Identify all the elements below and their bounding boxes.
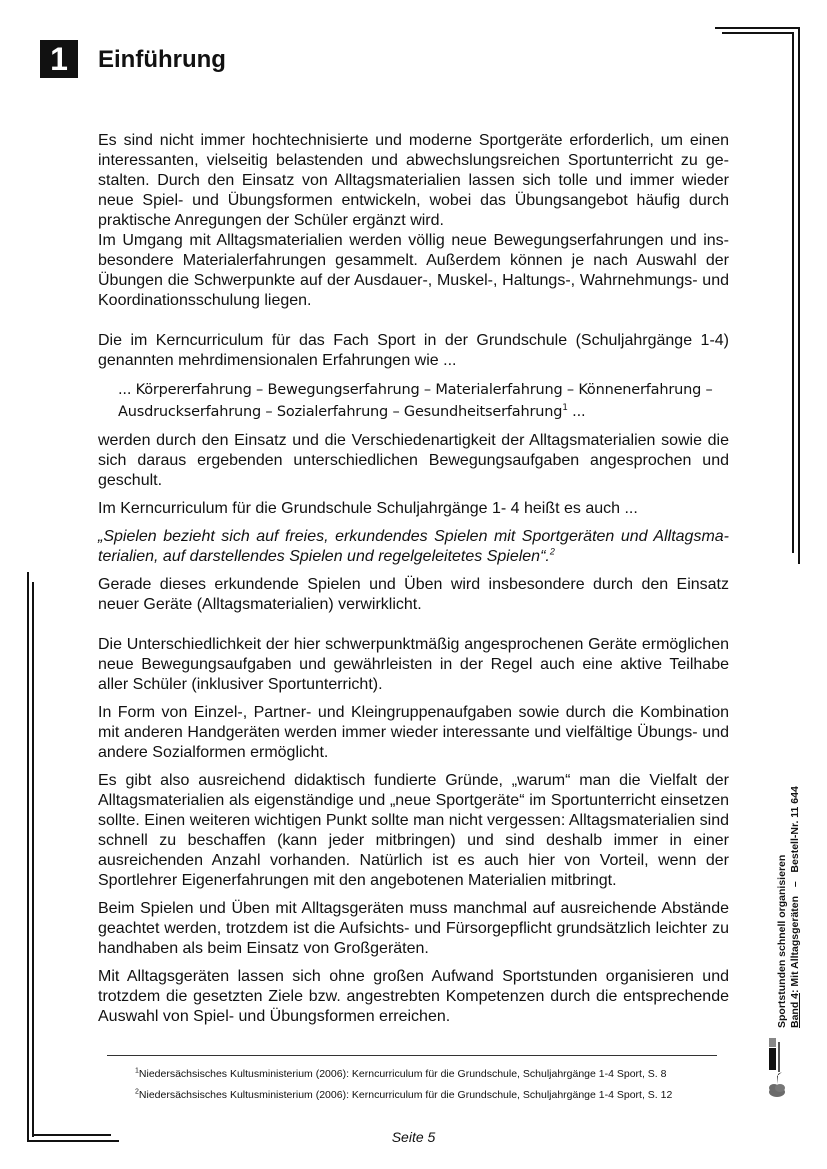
frame-top-right-inner-v [792, 32, 794, 553]
frame-bottom-left-outer-v [27, 572, 29, 1142]
paragraph: Die im Kerncurriculum für das Fach Sport in der Grundschule (Schuljahrgänge 1-4) genannten mehrdimensionalen Erfahrungen wie ... [98, 332, 729, 369]
separator: – [789, 881, 801, 888]
page-number: Seite 5 [391, 1129, 436, 1145]
kohl-wordmark [769, 1048, 776, 1070]
quote-text: ... Körpererfahrung – Bewegungserfahrung – Materialerfahrung – Könnenerfahrung – Ausdruckserfahrung – Sozialerfahrung – Gesundheitserfahrung [118, 382, 713, 420]
frame-top-right-outer-h [715, 27, 800, 29]
footnote [135, 1064, 672, 1085]
tagline [778, 1042, 780, 1072]
chapter-title: Einführung [98, 46, 226, 73]
paragraph: Die Unterschiedlichkeit der hier schwerpunktmäßig angesprochenen Geräte ermöglichen neue Bewegungsaufgaben und gewährleisten in der Regel auch eine aktive Teilhabe aller Schüler (inklusiver Sportunterricht). [98, 636, 729, 693]
frame-top-right-outer-v [798, 27, 800, 564]
paragraph: Es sind nicht immer hochtechnisierte und moderne Sportgeräte erforderlich, um einen interessanten, vielseitig belastenden und abwechslungsreichen Sportunterricht zu gestalten. Durch den Einsatz von Alltagsmaterialien lassen sich tolle und immer wieder neue Spiel- und Übungsformen entwickeln, wobei das Übungsangebot häufig durch praktische Anregungen der Schüler ergänzt wird. [98, 132, 729, 229]
paragraph: Mit Alltagsgeräten lassen sich ohne großen Aufwand Sportstunden organisieren und trotzdem die gesetzten Ziele bzw. angestrebten Kompetenzen durch die entsprechende Auswahl von Spiel- und Übungsformen erreichen. [98, 968, 729, 1025]
frame-bottom-left-inner-v [32, 582, 34, 1137]
curriculum-quote [98, 527, 729, 567]
paragraph: Beim Spielen und Üben mit Alltagsgeräten muss manchmal auf ausreichende Abstände geachtet werden, trotzdem ist die Aufsichts- und Fürsorgepflicht grundsätzlich leichter zu handhaben als beim Einsatz von Großgeräten. [98, 900, 729, 957]
footnote-ref-2: 2 [549, 546, 555, 557]
paragraph: Gerade dieses erkundende Spielen und Üben wird insbesondere durch den Einsatz neuer Geräte (Alltagsmaterialien) verwirklicht. [98, 576, 729, 613]
footnote-text: Niedersächsisches Kultusministerium (2006): Kerncurriculum für die Grundschule, Schuljahrgänge 1-4 Sport, S. 8 [138, 1068, 667, 1080]
band-label: Band 4 [789, 992, 801, 1028]
quote-tail: ... [567, 404, 586, 420]
paragraph: Im Kerncurriculum für die Grundschule Schuljahrgänge 1- 4 heißt es auch ... [98, 500, 638, 517]
footnote-number: 2 [135, 1088, 139, 1096]
publisher-logo [764, 1036, 790, 1098]
footnote-ref-1: 1 [562, 403, 568, 414]
verlag-badge [769, 1038, 776, 1047]
paragraph: Im Umgang mit Alltagsmaterialien werden völlig neue Bewegungserfahrungen und insbesondere Materialerfahrungen gesammelt. Außerdem können je nach Auswahl der Übungen die Schwerpunkte auf der Ausdauer-, Muskel-, Haltungs-, Wahrnehmungs- und Koordinationsschulung liegen. [98, 232, 729, 309]
order-number: Bestell-Nr. 11 644 [789, 786, 801, 873]
footnote [135, 1085, 672, 1106]
paragraph: Es gibt also ausreichend didaktisch fundierte Gründe, „warum“ man die Vielfalt der Alltagsmaterialien als eigenständige und „neue Sportgeräte“ im Sportunterricht einsetzen sollte. Einen weiteren wichtigen Punkt sollte man nicht vergessen: Alltagsmaterialien sind schnell zu beschaffen (kann jeder mitbringen) und sind deshalb immer in einer ausreichenden Anzahl vorhanden. Natürlich ist es auch hier von Vorteil, wenn der Sportlehrer Eigenerfahrungen mit den angebotenen Materialien mitbringt. [98, 772, 729, 889]
experience-dimensions-quote [118, 379, 729, 423]
frame-top-right-inner-h [722, 32, 794, 34]
chapter-number-badge: 1 [40, 40, 78, 78]
paragraph: In Form von Einzel-, Partner- und Kleingruppenaufgaben sowie durch die Kombination mit anderen Handgeräten werden immer wieder interessante und vielfältige Übungs- und andere Sozialformen ermöglicht. [98, 704, 729, 761]
body-text [98, 131, 729, 1027]
footnote-divider [107, 1055, 717, 1056]
paragraph: werden durch den Einsatz und die Verschiedenartigkeit der Alltagsmaterialien sowie die sich daraus ergebenden unterschiedlichen Bewegungsaufgaben angesprochen und geschult. [98, 432, 729, 489]
band-info [789, 786, 802, 1028]
series-title: Sportstunden schnell organisieren [776, 854, 788, 1028]
tree-icon [769, 1072, 785, 1097]
side-publication-info [776, 786, 802, 1028]
quote-text: „Spielen bezieht sich auf freies, erkundendes Spielen mit Sportgeräten und Alltagsmaterialien, auf darstellendes Spielen und regelgeleitetes Spielen“. [98, 528, 729, 565]
band-title: : Mit Alltagsgeräten [789, 895, 801, 993]
footnote-text: Niedersächsisches Kultusministerium (2006): Kerncurriculum für die Grundschule, Schuljahrgänge 1-4 Sport, S. 12 [138, 1089, 673, 1101]
footnote-number: 1 [135, 1067, 139, 1075]
footnotes [135, 1064, 672, 1106]
